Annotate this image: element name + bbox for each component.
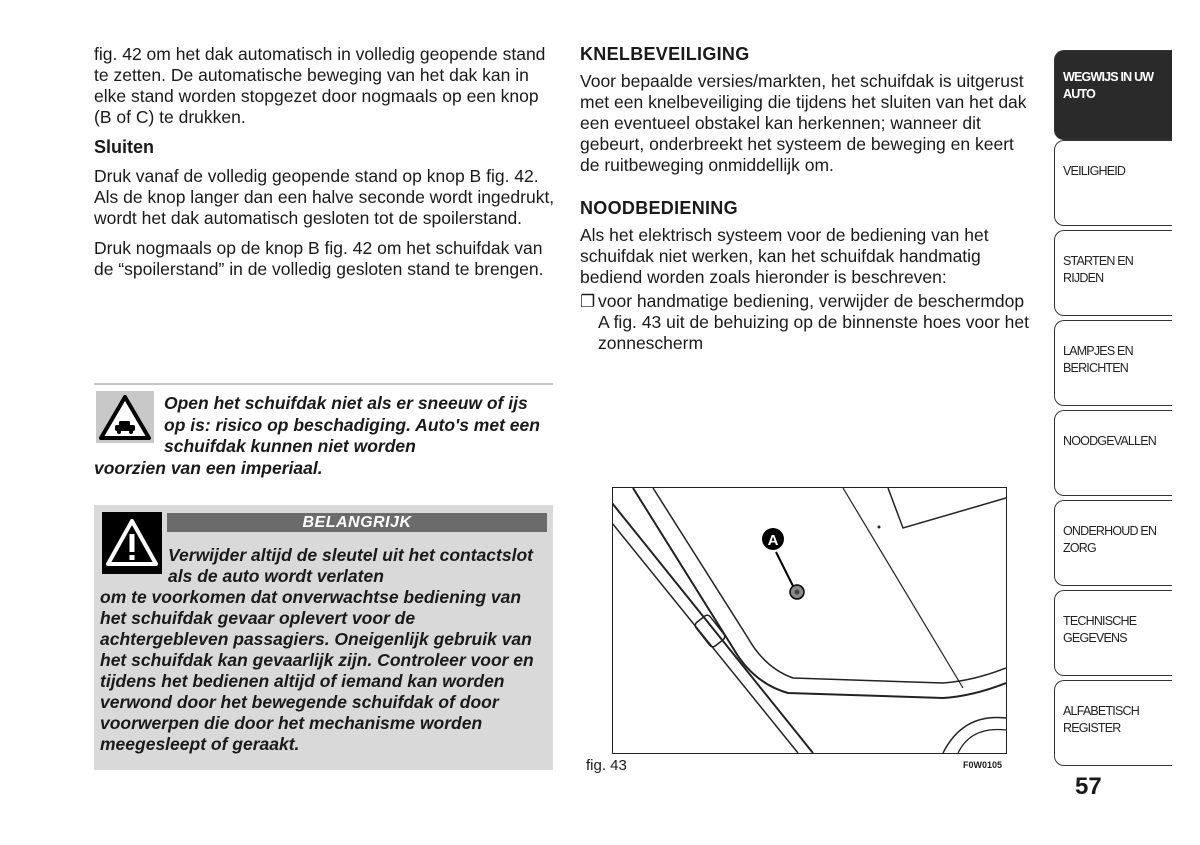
bullet-text: voor handmatige bediening, verwijder de beschermdop A fig. 43 uit de behuizing op de binnenste hoes voor het zonnescherm xyxy=(598,291,1030,353)
intro-paragraph: fig. 42 om het dak automatisch in volledig geopende stand te zetten. De automatische beweging van het dak kan in elke stand worden stopgezet door nogmaals op een knop (B of C) te drukken. xyxy=(94,44,546,127)
tab-veiligheid[interactable]: VEILIGHEID xyxy=(1054,140,1172,226)
sluiten-heading: Sluiten xyxy=(94,137,155,157)
important-text xyxy=(100,545,548,755)
warning-lead: Open het schuifdak niet als er sneeuw of ijs op is: risico op beschadiging. Auto's met een schuifdak kunnen niet worden xyxy=(164,393,540,456)
warning-tail: voorzien van een imperiaal. xyxy=(94,457,323,478)
tab-wegwijs[interactable]: WEGWIJS IN UW AUTO xyxy=(1054,50,1172,140)
figure-43-illustration xyxy=(612,487,1007,754)
tab-onderhoud-en-zorg[interactable]: ONDERHOUD EN ZORG xyxy=(1054,500,1172,586)
important-tail: om te voorkomen dat onverwachtse bediening van het schuifdak gevaar oplevert voor de achtergebleven passagiers. Oneigenlijk gebruik van het schuifdak kan gevaarlijk zijn. Controleer voor en tijdens het bedienen altijd of iemand kan worden verwond door het bewegende schuifdak of door voorwerpen die door het mechanisme worden meegesleept of geraakt. xyxy=(100,587,534,754)
figure-code: F0W0105 xyxy=(963,760,1003,770)
knelbeveiliging-heading: KNELBEVEILIGING xyxy=(580,44,750,64)
important-heading: BELANGRIJK xyxy=(167,513,547,532)
tab-technische-gegevens[interactable]: TECHNISCHE GEGEVENS xyxy=(1054,590,1172,676)
noodbediening-heading: NOODBEDIENING xyxy=(580,198,738,218)
noodbediening-paragraph: Als het elektrisch systeem voor de bediening van het schuifdak niet werken, kan het schuifdak handmatig bediend worden zoals hieronder is beschreven: xyxy=(580,225,989,287)
warning-text xyxy=(94,393,544,479)
sluiten-paragraph-1: Druk vanaf de volledig geopende stand op knop B fig. 42. Als de knop langer dan een halve seconde wordt ingedrukt, wordt het dak automatisch gesloten tot de spoilerstand. xyxy=(94,166,555,228)
sluiten-paragraph-2: Druk nogmaals op de knop B fig. 42 om het schuifdak van de “spoilerstand” in de volledig gesloten stand te brengen. xyxy=(94,238,544,279)
left-column xyxy=(94,44,556,289)
callout-a-label: A xyxy=(767,532,779,549)
checkbox-bullet-icon: ❐ xyxy=(580,292,596,311)
middle-column xyxy=(580,44,1035,354)
tab-noodgevallen[interactable]: NOODGEVALLEN xyxy=(1054,410,1172,496)
figure-caption: fig. 43 xyxy=(586,757,627,774)
important-box xyxy=(94,505,553,770)
important-lead: Verwijder altijd de sleutel uit het contactslot als de auto wordt verlaten xyxy=(168,545,533,586)
tab-alfabetisch-register[interactable]: ALFABETISCH REGISTER xyxy=(1054,680,1172,766)
tab-lampjes-en-berichten[interactable]: LAMPJES EN BERICHTEN xyxy=(1054,320,1172,406)
knelbeveiliging-paragraph: Voor bepaalde versies/markten, het schuifdak is uitgerust met een knelbeveiliging die tijdens het sluiten van het dak een eventueel obstakel kan herkennen; wanneer dit gebeurt, onderbreekt het systeem de beweging en keert de ruitbeweging onmiddellijk om. xyxy=(580,71,1027,175)
page-number: 57 xyxy=(1075,773,1102,800)
warning-box xyxy=(94,383,553,477)
tab-starten-en-rijden[interactable]: STARTEN EN RIJDEN xyxy=(1054,230,1172,316)
bullet-item xyxy=(580,291,1035,354)
